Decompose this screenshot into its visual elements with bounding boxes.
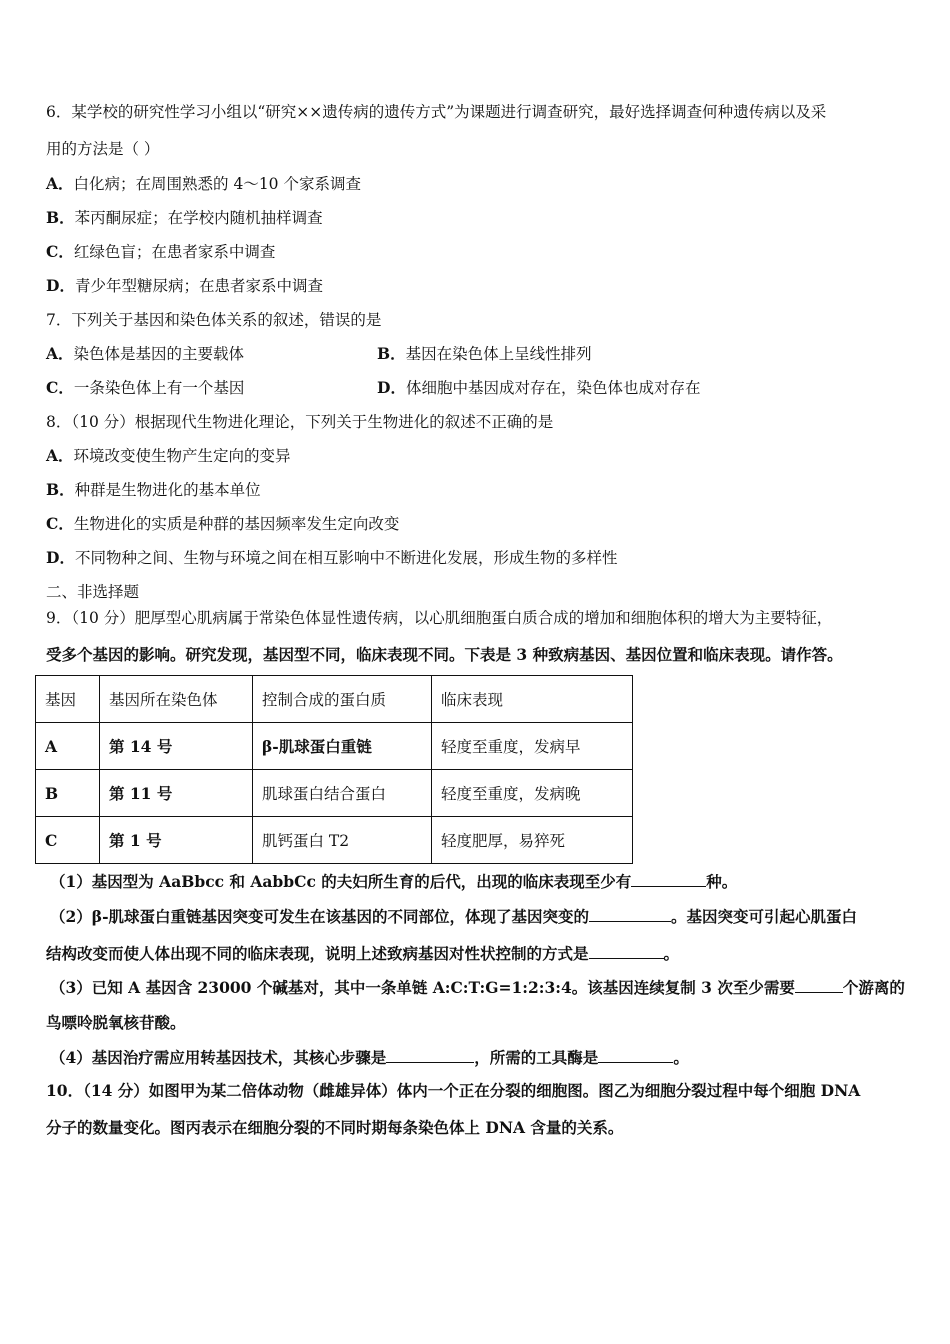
answer-blank[interactable] [795,976,843,993]
option-text: 白化病；在周围熟悉的 4～10 个家系调查 [73,175,361,193]
table-header: 基因 [36,676,100,723]
q6-stem-line1: 6．某学校的研究性学习小组以“研究××遗传病的遗传方式”为课题进行调查研究，最好选择调查何种遗传病以及采 [46,103,827,121]
q7-option-d [377,378,700,398]
q9-stem-line2: 受多个基因的影响。研究发现，基因型不同，临床表现不同。下表是 3 种致病基因、基因位置和临床表现。请作答。 [46,645,843,664]
q9-sub4 [50,1046,689,1068]
answer-blank[interactable] [631,870,706,887]
q8-option-a [46,446,291,466]
q7-option-c [46,378,244,398]
option-label: C． [46,514,74,533]
option-label: A． [46,344,74,363]
table-cell: B [36,770,100,817]
option-text: 生物进化的实质是种群的基因频率发生定向改变 [73,515,400,533]
option-text: 红绿色盲；在患者家系中调查 [73,243,276,261]
option-label: A． [46,174,74,193]
q9-sub4-tail: 。 [673,1048,689,1067]
table-cell: C [36,817,100,864]
q9-sub1-text: （1）基因型为 AaBbcc 和 AabbCc 的夫妇所生育的后代，出现的临床表现至少有 [50,872,632,891]
q9-sub3-text: （3）已知 A 基因含 23000 个碱基对，其中一条单链 A:C:T:G=1:2:3:4。该基因连续复制 3 次至少需要 [50,978,795,997]
q9-sub2-text: （2）β-肌球蛋白重链基因突变可发生在该基因的不同部位，体现了基因突变的 [50,907,590,926]
q9-sub3-line2: 鸟嘌呤脱氧核苷酸。 [46,1013,186,1032]
table-cell: 轻度肥厚，易猝死 [432,817,633,864]
answer-blank[interactable] [589,942,664,959]
q9-sub3 [50,976,905,998]
option-text: 一条染色体上有一个基因 [73,379,245,397]
option-text: 种群是生物进化的基本单位 [74,481,261,499]
table-cell: 肌钙蛋白 T2 [253,817,432,864]
option-text: 基因在染色体上呈线性排列 [405,345,592,363]
option-text: 不同物种之间、生物与环境之间在相互影响中不断进化发展，形成生物的多样性 [74,549,618,567]
q8-stem: 8．（10 分）根据现代生物进化理论，下列关于生物进化的叙述不正确的是 [46,413,554,431]
option-label: C． [46,378,74,397]
q8-option-c [46,514,399,534]
table-row [36,770,633,817]
q7-option-b [377,344,592,364]
option-label: D． [46,548,75,567]
q6-option-b [46,208,323,228]
table-row [36,817,633,864]
q9-sub4-text: （4）基因治疗需应用转基因技术，其核心步骤是 [50,1048,387,1067]
table-header-row [36,676,633,723]
table-header: 基因所在染色体 [100,676,253,723]
option-text: 苯丙酮尿症；在学校内随机抽样调查 [74,209,323,227]
q8-option-d [46,548,617,568]
table-header: 控制合成的蛋白质 [253,676,432,723]
table-row [36,723,633,770]
q7-stem: 7．下列关于基因和染色体关系的叙述，错误的是 [46,311,382,329]
gene-table [35,675,633,864]
q6-option-a [46,174,361,194]
q9-sub2-line2 [46,942,679,964]
q9-sub2-mid: 。基因突变可引起心肌蛋白 [671,907,858,926]
option-text: 体细胞中基因成对存在，染色体也成对存在 [405,379,701,397]
option-label: B． [46,208,75,227]
q10-stem-line1: 10．（14 分）如图甲为某二倍体动物（雌雄异体）体内一个正在分裂的细胞图。图乙为细胞分裂过程中每个细胞 DNA [46,1081,861,1100]
q8-option-b [46,480,261,500]
option-label: D． [377,378,406,397]
answer-blank[interactable] [598,1046,673,1063]
option-text: 染色体是基因的主要载体 [73,345,245,363]
q9-sub4-mid: ，所需的工具酶是 [474,1048,599,1067]
q6-option-c [46,242,275,262]
answer-blank[interactable] [386,1046,474,1063]
q9-sub2-text2: 结构改变而使人体出现不同的临床表现，说明上述致病基因对性状控制的方式是 [46,944,589,963]
table-cell: 肌球蛋白结合蛋白 [253,770,432,817]
q6-option-d [46,276,323,296]
q10-stem-line2: 分子的数量变化。图丙表示在细胞分裂的不同时期每条染色体上 DNA 含量的关系。 [46,1118,624,1137]
option-label: B． [46,480,75,499]
table-cell: A [36,723,100,770]
answer-blank[interactable] [589,905,671,922]
q9-sub2 [50,905,857,927]
option-label: A． [46,446,74,465]
option-text: 青少年型糖尿病；在患者家系中调查 [74,277,323,295]
table-cell: 第 1 号 [100,817,253,864]
q9-stem-line1: 9．（10 分）肥厚型心肌病属于常染色体显性遗传病，以心肌细胞蛋白质合成的增加和细胞体积的增大为主要特征， [46,609,833,627]
table-header: 临床表现 [432,676,633,723]
table-cell: 第 14 号 [100,723,253,770]
option-label: B． [377,344,406,363]
q9-sub1-tail: 种。 [706,872,738,891]
option-label: C． [46,242,74,261]
table-cell: β-肌球蛋白重链 [253,723,432,770]
table-cell: 轻度至重度，发病晚 [432,770,633,817]
q9-sub3-mid: 个游离的 [842,978,905,997]
option-label: D． [46,276,75,295]
q7-option-a [46,344,244,364]
q6-stem-line2: 用的方法是（ ） [46,140,160,158]
section-heading: 二、非选择题 [46,583,140,601]
table-cell: 轻度至重度，发病早 [432,723,633,770]
option-text: 环境改变使生物产生定向的变异 [73,447,291,465]
q9-sub1 [50,870,737,892]
q9-sub2-tail: 。 [663,944,680,963]
table-cell: 第 11 号 [100,770,253,817]
